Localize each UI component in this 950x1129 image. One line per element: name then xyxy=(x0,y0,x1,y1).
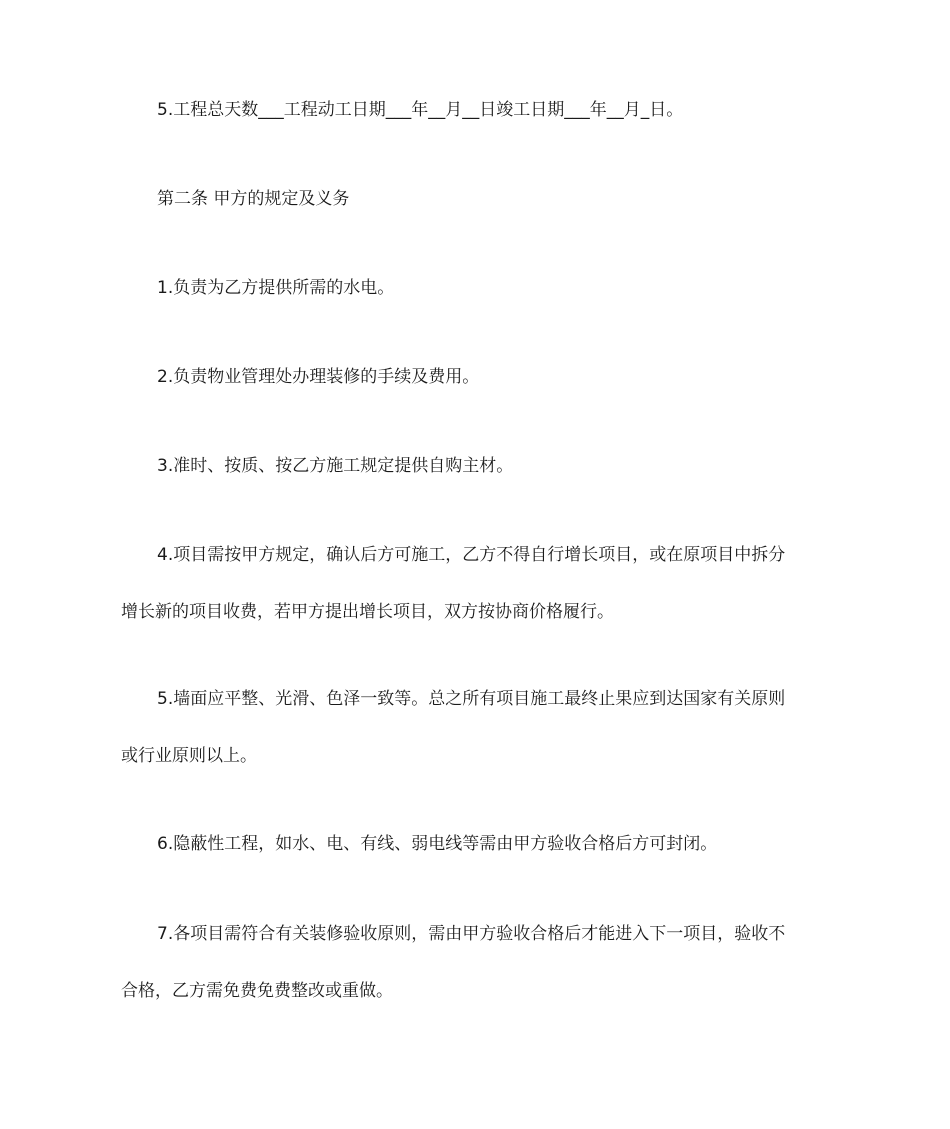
obligation-item-3: 3.准时、按质、按乙方施工规定提供自购主材。 xyxy=(157,456,514,476)
obligation-item-1: 1.负责为乙方提供所需的水电。 xyxy=(157,278,395,298)
clause-5-schedule: 5.工程总天数___工程动工日期___年__月__日竣工日期___年__月_日。 xyxy=(157,100,684,120)
obligation-item-5-line-2: 或行业原则以上。 xyxy=(121,746,257,766)
obligation-item-4-line-2: 增长新的项目收费，若甲方提出增长项目，双方按协商价格履行。 xyxy=(121,602,614,622)
obligation-item-5-line-1: 5.墙面应平整、光滑、色泽一致等。总之所有项目施工最终止果应到达国家有关原则 xyxy=(157,689,786,709)
obligation-item-7-line-2: 合格，乙方需免费免费整改或重做。 xyxy=(121,981,393,1001)
obligation-item-4-line-1: 4.项目需按甲方规定，确认后方可施工，乙方不得自行增长项目，或在原项目中拆分 xyxy=(157,545,786,565)
section-2-heading: 第二条 甲方的规定及义务 xyxy=(157,189,350,209)
obligation-item-7-line-1: 7.各项目需符合有关装修验收原则，需由甲方验收合格后才能进入下一项目，验收不 xyxy=(157,924,786,944)
obligation-item-6: 6.隐蔽性工程，如水、电、有线、弱电线等需由甲方验收合格后方可封闭。 xyxy=(157,834,718,854)
obligation-item-2: 2.负责物业管理处办理装修的手续及费用。 xyxy=(157,367,480,387)
